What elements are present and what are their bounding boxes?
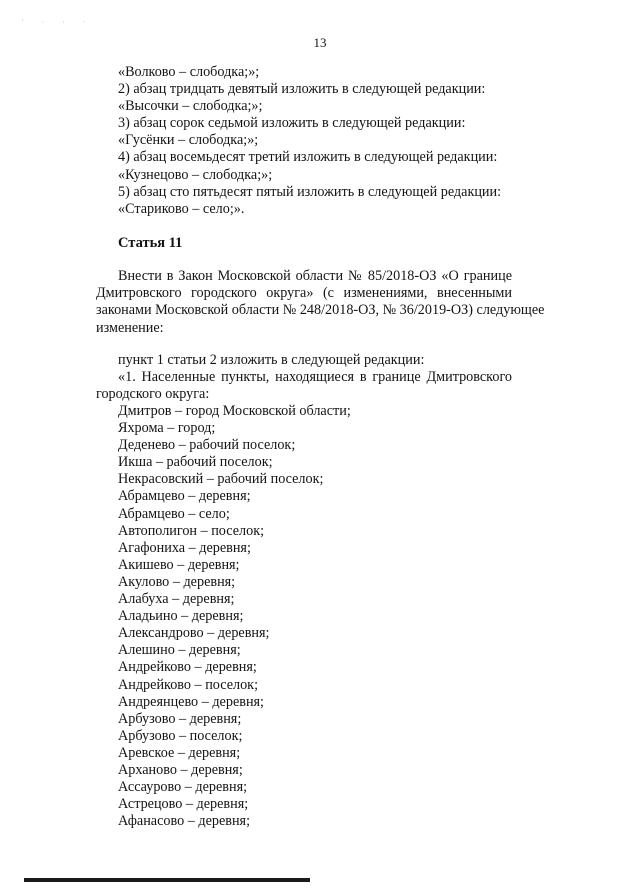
settlement-item: Абрамцево – село; bbox=[118, 505, 230, 522]
settlement-item: Андрейково – деревня; bbox=[118, 659, 257, 676]
settlement-item: Агафониха – деревня; bbox=[118, 539, 251, 556]
settlement-item: Аладьино – деревня; bbox=[118, 608, 244, 625]
settlements-list bbox=[96, 403, 512, 830]
settlement-item: Яхрома – город; bbox=[118, 420, 216, 437]
settlement-item: Андреянцево – деревня; bbox=[118, 693, 265, 710]
settlement-item: Дмитров – город Московской области; bbox=[118, 403, 351, 419]
point-intro: пункт 1 статьи 2 изложить в следующей редакции: bbox=[118, 352, 425, 368]
point-intro-section bbox=[96, 352, 512, 369]
settlement-item: Александрово – деревня; bbox=[118, 625, 270, 642]
amendment-line: изменение: bbox=[96, 319, 164, 336]
settlement-item: Икша – рабочий поселок; bbox=[118, 454, 273, 471]
amendment-line: Внести в Закон Московской области № 85/2018-ОЗ «О границе bbox=[118, 268, 512, 284]
settlement-item: Аревское – деревня; bbox=[118, 744, 241, 761]
settlement-item: Ассаурово – деревня; bbox=[118, 779, 248, 796]
intro-line: «Высочки – слободка;»; bbox=[118, 98, 263, 115]
settlement-item: Афанасово – деревня; bbox=[118, 813, 251, 830]
settlement-item: Деденево – рабочий поселок; bbox=[118, 437, 296, 454]
intro-line: «Кузнецово – слободка;»; bbox=[118, 166, 273, 183]
settlement-item: Некрасовский – рабочий поселок; bbox=[118, 471, 324, 488]
amendment-line: законами Московской области № 248/2018-ОЗ, № 36/2019-ОЗ) следующее bbox=[96, 302, 545, 319]
settlement-item: Абрамцево – деревня; bbox=[118, 488, 251, 505]
intro-line: 5) абзац сто пятьдесят пятый изложить в следующей редакции: bbox=[118, 183, 502, 200]
amendment-paragraph bbox=[96, 268, 545, 337]
settlement-item: Андрейково – поселок; bbox=[118, 676, 259, 693]
settlements-intro-line: городского округа: bbox=[96, 386, 210, 403]
settlements-intro-line: «1. Населенные пункты, находящиеся в границе Дмитровского bbox=[118, 369, 512, 385]
settlement-item: Алешино – деревня; bbox=[118, 642, 241, 659]
settlement-item: Арбузово – поселок; bbox=[118, 727, 243, 744]
intro-line: 4) абзац восемьдесят третий изложить в следующей редакции: bbox=[118, 149, 498, 166]
intro-section bbox=[96, 64, 512, 218]
intro-line: «Стариково – село;». bbox=[118, 200, 245, 217]
bottom-scan-edge bbox=[24, 878, 310, 882]
settlement-item: Алабуха – деревня; bbox=[118, 591, 235, 608]
settlement-item: Акулово – деревня; bbox=[118, 573, 236, 590]
settlement-item: Автополигон – поселок; bbox=[118, 522, 265, 539]
page-number: 13 bbox=[313, 35, 327, 50]
intro-line: 3) абзац сорок седьмой изложить в следующей редакции: bbox=[118, 115, 466, 132]
settlement-item: Арбузово – деревня; bbox=[118, 710, 242, 727]
intro-line: «Гусёнки – слободка;»; bbox=[118, 132, 259, 149]
scan-marks: ' · · · bbox=[22, 18, 94, 27]
article-heading: Статья 11 bbox=[118, 235, 183, 251]
settlement-item: Акишево – деревня; bbox=[118, 556, 240, 573]
amendment-line: Дмитровского городского округа» (с изменениями, внесенными bbox=[96, 285, 512, 302]
intro-line: «Волково – слободка;»; bbox=[118, 64, 260, 80]
settlements-intro bbox=[96, 369, 512, 403]
settlement-item: Астрецово – деревня; bbox=[118, 796, 249, 813]
settlement-item: Арханово – деревня; bbox=[118, 761, 243, 778]
intro-line: 2) абзац тридцать девятый изложить в следующей редакции: bbox=[118, 81, 486, 98]
